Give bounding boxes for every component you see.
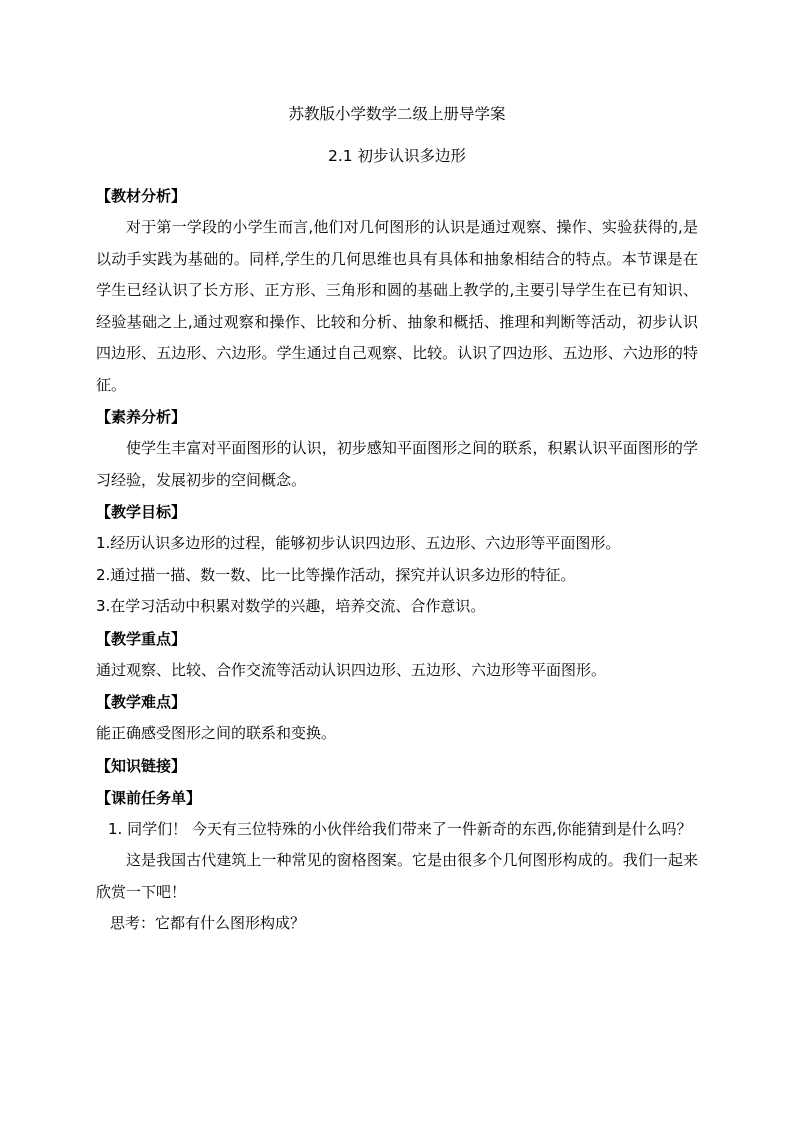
- pre-class-think: 思考：它都有什么图形构成？: [110, 914, 306, 932]
- teaching-goal-item: 2.通过描一描、数一数、比一比等操作活动，探究并认识多边形的特征。: [96, 565, 576, 584]
- pre-class-intro: 这是我国古代建筑上一种常见的窗格图案。它是由很多个几何图形构成的。我们一起来欣赏一下吧！: [96, 851, 698, 901]
- pre-class-tasks-heading: 【课前任务单】: [96, 788, 202, 807]
- document-content: [96, 96, 698, 940]
- teaching-goal-item: 1.经历认识多边形的过程，能够初步认识四边形、五边形、六边形等平面图形。: [96, 534, 621, 552]
- difficulties-body: 能正确感受图形之间的联系和变换。: [96, 724, 337, 742]
- textbook-analysis-heading: 【教材分析】: [96, 187, 187, 205]
- textbook-analysis-body: 对于第一学段的小学生而言,他们对几何图形的认识是通过观察、操作、实验获得的,是以动手实践为基础的。同样,学生的几何思维也具有具体和抽象相结合的特点。本节课是在学生已经认识了长方形、正方形、三角形和圆的基础上教学的,主要引导学生在已有知识、经验基础之上,通过观察和操作、比较和分析、抽象和概括、推理和判断等活动，初步认识四边形、五边形、六边形。学生通过自己观察、比较。认识了四边形、五边形、六边形的特征。: [96, 218, 698, 394]
- difficulties-heading: 【教学难点】: [96, 693, 187, 711]
- literacy-analysis-body: 使学生丰富对平面图形的认识，初步感知平面图形之间的联系，积累认识平面图形的学习经验，发展初步的空间概念。: [96, 439, 698, 489]
- teaching-goal-item: 3.在学习活动中积累对数学的兴趣，培养交流、合作意识。: [96, 597, 486, 615]
- pre-class-question: 1. 同学们！ 今天有三位特殊的小伙伴给我们带来了一件新奇的东西,你能猜到是什么吗？: [108, 819, 692, 838]
- teaching-goals-heading: 【教学目标】: [96, 503, 187, 521]
- literacy-analysis-heading: 【素养分析】: [96, 408, 187, 426]
- key-points-body: 通过观察、比较、合作交流等活动认识四边形、五边形、六边形等平面图形。: [96, 660, 607, 679]
- key-points-heading: 【教学重点】: [96, 629, 187, 648]
- document-title: 苏教版小学数学二级上册导学案: [288, 105, 506, 123]
- lesson-title: 2.1 初步认识多边形: [327, 147, 467, 165]
- knowledge-links-heading: 【知识链接】: [96, 756, 187, 775]
